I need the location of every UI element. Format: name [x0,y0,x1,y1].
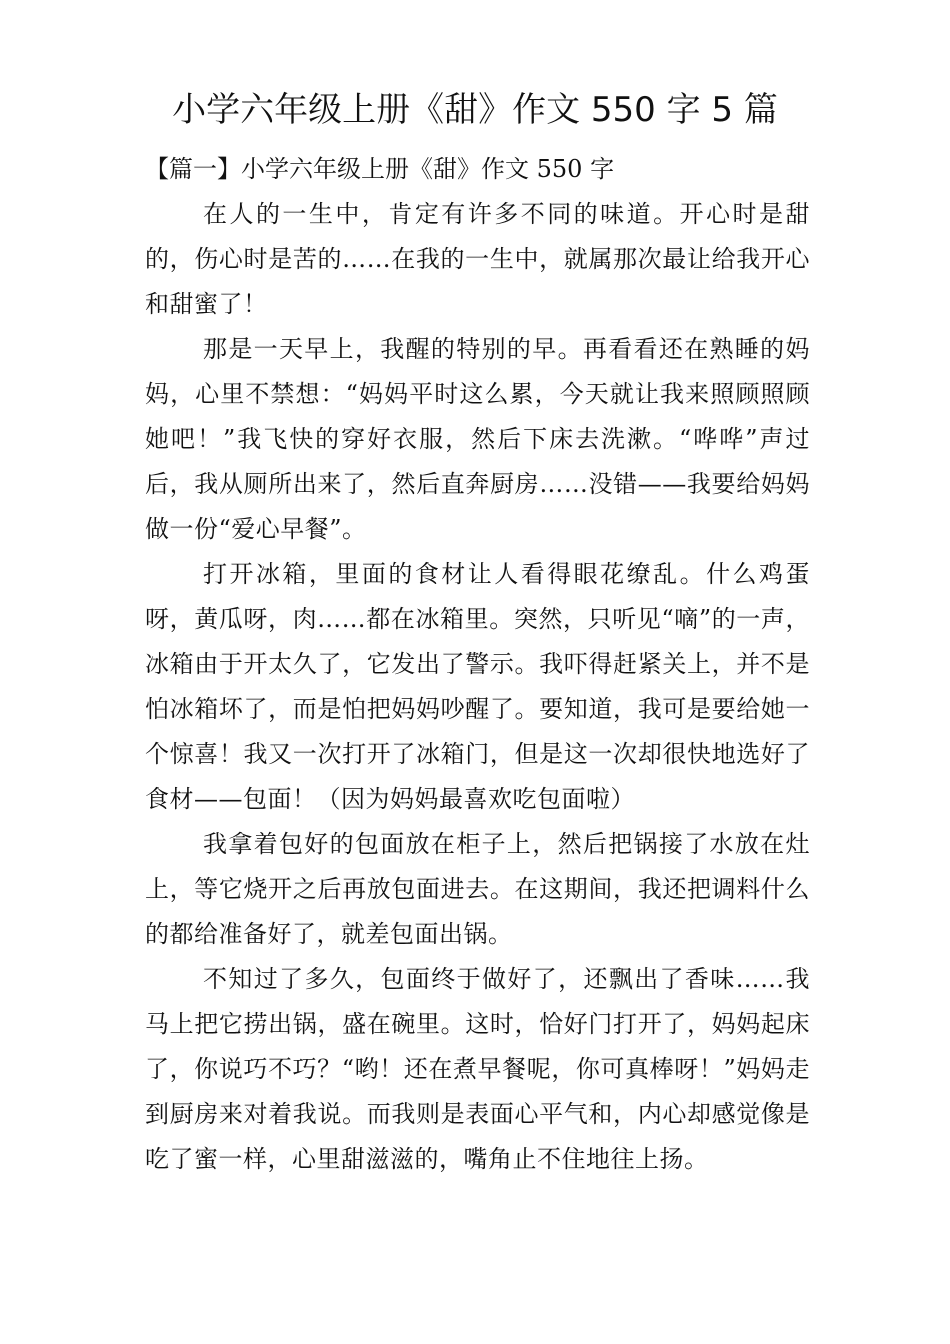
paragraph-3: 打开冰箱，里面的食材让人看得眼花缭乱。什么鸡蛋呀，黄瓜呀，肉……都在冰箱里。突然，只听见“嘀”的一声，冰箱由于开太久了，它发出了警示。我吓得赶紧关上，并不是怕冰箱坏了，而是怕把妈妈吵醒了。要知道，我可是要给她一个惊喜！我又一次打开了冰箱门，但是这一次却很快地选好了食材——包面！（因为妈妈最喜欢吃包面啦） [145,560,810,813]
paragraph-2: 那是一天早上，我醒的特别的早。再看看还在熟睡的妈妈，心里不禁想：“妈妈平时这么累，今天就让我来照顾照顾她吧！”我飞快的穿好衣服，然后下床去洗漱。“哗哗”声过后，我从厕所出来了，然后直奔厨房……没错——我要给妈妈做一份“爱心早餐”。 [145,335,810,543]
section-heading: 【篇一】小学六年级上册《甜》作文 550 字 [145,155,615,183]
document-title: 小学六年级上册《甜》作文 550 字 5 篇 [172,90,778,130]
paragraph-1: 在人的一生中，肯定有许多不同的味道。开心时是甜的，伤心时是苦的……在我的一生中，就属那次最让给我开心和甜蜜了！ [145,200,810,318]
paragraph-4: 我拿着包好的包面放在柜子上，然后把锅接了水放在灶上，等它烧开之后再放包面进去。在这期间，我还把调料什么的都给准备好了，就差包面出锅。 [145,830,810,948]
paragraph-5: 不知过了多久，包面终于做好了，还飘出了香味……我马上把它捞出锅，盛在碗里。这时，恰好门打开了，妈妈起床了，你说巧不巧？“哟！还在煮早餐呢，你可真棒呀！”妈妈走到厨房来对着我说。而我则是表面心平气和，内心却感觉像是吃了蜜一样，心里甜滋滋的，嘴角止不住地往上扬。 [145,965,810,1173]
